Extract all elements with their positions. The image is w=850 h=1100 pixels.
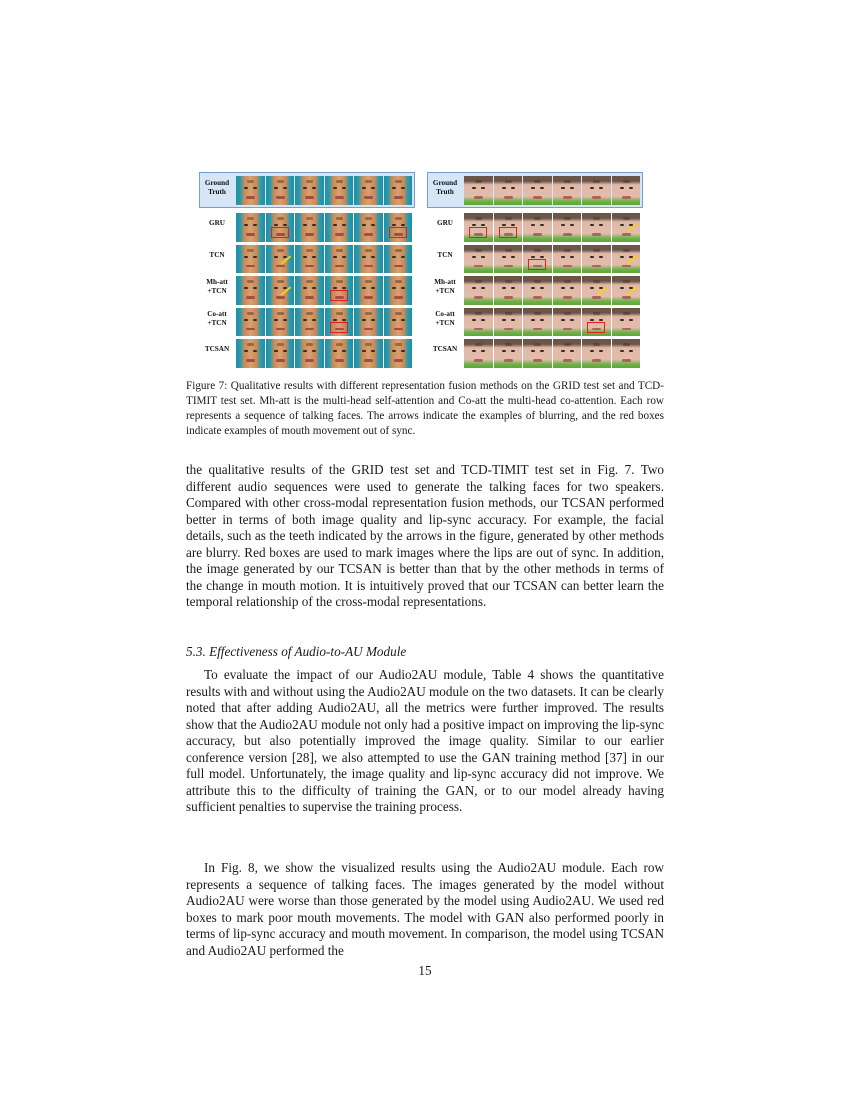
face-frame-image <box>553 213 582 242</box>
row-label: TCN <box>209 250 225 259</box>
face-frame-image <box>523 213 552 242</box>
face-frame-image <box>464 245 493 274</box>
face-frame-image <box>582 339 611 368</box>
grid-row-0 <box>199 172 415 208</box>
face-frame-image <box>582 213 611 242</box>
face-frame-image <box>325 245 354 274</box>
face-frame-image <box>236 276 265 305</box>
face-frame-image <box>236 308 265 337</box>
timit-row-3 <box>427 271 643 303</box>
face-frame-image <box>523 276 552 305</box>
face-frame-image <box>494 339 523 368</box>
face-frame-image <box>582 308 611 337</box>
face-frame-image <box>325 308 354 337</box>
face-frame-image <box>295 276 324 305</box>
face-frame-image <box>464 308 493 337</box>
face-frame-image <box>236 176 265 205</box>
face-frame-image <box>523 245 552 274</box>
face-frame-image <box>553 245 582 274</box>
out-of-sync-red-box <box>587 322 605 333</box>
face-frame-image <box>295 308 324 337</box>
row-label: Co-att +TCN <box>435 309 455 327</box>
face-frame-image <box>494 213 523 242</box>
out-of-sync-red-box <box>330 322 348 333</box>
face-frame-image <box>523 339 552 368</box>
face-frame-image <box>494 276 523 305</box>
grid-row-4 <box>199 303 415 335</box>
face-frame-image <box>236 245 265 274</box>
face-frame-image <box>354 176 383 205</box>
face-frame-image <box>582 245 611 274</box>
row-label: Mh-att +TCN <box>206 278 228 295</box>
face-frame-image <box>553 308 582 337</box>
face-frame-image <box>553 176 582 205</box>
row-label: Co-att +TCN <box>207 309 227 327</box>
face-frame-image <box>612 213 641 242</box>
figure-caption: Figure 7: Qualitative results with different representation fusion methods on the GRID test set and TCD-TIMIT test set. Mh-att is the multi-head self-attention and Co-att the multi-head co-attention. Each row represents a sequence of talking faces. The arrows indicate the examples of blurring, and the red boxes indicate examples of mouth movement out of sync. <box>186 380 664 437</box>
row-label: Ground Truth <box>204 179 230 196</box>
paragraph-results: the qualitative results of the GRID test set and TCD-TIMIT test set in Fig. 7. Two different audio sequences were used to generate the talking faces for two speakers. Compared with other cross-modal representation fusion methods, our TCSAN performed better in terms of both image quality and lip-sync accuracy. For example, the facial details, such as the teeth indicated by the arrows in the figure, generated by other methods are blurry. Red boxes are used to mark images where the lips are out of sync. In addition, the image generated by our TCSAN is better than that by the other methods in terms of the change in mouth motion. It is intuitively proved that our TCSAN can better learn the temporal relationship of the cross-modal representations. <box>186 462 664 609</box>
paragraph-audio2au-quantitative: To evaluate the impact of our Audio2AU module, Table 4 shows the quantitative results with and without using the Audio2AU module on the two datasets. It can be clearly noted that after adding Audio2AU, all the metrics were further improved. The results show that the Audio2AU module not only had a positive impact on improving the lip-sync accuracy, but also potentially improved the image quality. Similar to our earlier conference version [28], we also attempted to use the GAN training method [37] in our full model. Unfortunately, the image quality and lip-sync accuracy did not improve. We attribute this to the difficulty of training the GAN, or to our model already having sufficient penalties to supervise the training process. <box>186 667 664 814</box>
face-frame-image <box>295 339 324 368</box>
out-of-sync-red-box <box>389 227 407 238</box>
figure-panel-grid <box>199 172 415 366</box>
face-frame-image <box>236 339 265 368</box>
timit-row-1 <box>427 208 643 240</box>
timit-row-4 <box>427 303 643 335</box>
face-frame-image <box>553 339 582 368</box>
face-frame-image <box>553 276 582 305</box>
out-of-sync-red-box <box>469 227 487 238</box>
row-label: GRU <box>437 219 453 227</box>
face-frame-image <box>354 308 383 337</box>
row-label: Ground Truth <box>432 179 458 196</box>
face-frame-image <box>266 339 295 368</box>
out-of-sync-red-box <box>528 259 546 270</box>
row-label: TCSAN <box>204 345 230 353</box>
face-frame-image <box>325 339 354 368</box>
face-frame-image <box>384 339 413 368</box>
face-frame-image <box>295 213 324 242</box>
timit-row-5 <box>427 334 643 366</box>
face-frame-image <box>582 176 611 205</box>
face-frame-image <box>384 213 413 242</box>
face-frame-image <box>325 276 354 305</box>
face-frame-image <box>523 308 552 337</box>
page-number: 15 <box>418 963 432 978</box>
face-frame-image <box>494 245 523 274</box>
face-frame-image <box>266 176 295 205</box>
face-frame-image <box>325 176 354 205</box>
face-frame-image <box>295 245 324 274</box>
face-frame-image <box>612 308 641 337</box>
row-label: Mh-att +TCN <box>434 278 456 295</box>
face-frame-image <box>494 176 523 205</box>
paragraph-audio2au-visual: In Fig. 8, we show the visualized results using the Audio2AU module. Each row represents a sequence of talking faces. The images generated by the model without Audio2AU were worse than those generated by the model using Audio2AU. We used red boxes to mark poor mouth movements. The model with GAN also performed poorly in terms of lip-sync accuracy and mouth movement. In comparison, the model using TCSAN and Audio2AU performed the <box>186 860 664 958</box>
out-of-sync-red-box <box>271 227 289 238</box>
face-frame-image <box>464 276 493 305</box>
face-frame-image <box>464 213 493 242</box>
section-heading: 5.3. Effectiveness of Audio-to-AU Module <box>186 644 407 659</box>
grid-row-2 <box>199 240 415 272</box>
face-frame-image <box>494 308 523 337</box>
face-frame-image <box>464 176 493 205</box>
face-frame-image <box>464 339 493 368</box>
face-frame-image <box>354 245 383 274</box>
row-label: TCSAN <box>432 345 458 353</box>
face-frame-image <box>384 276 413 305</box>
grid-row-5 <box>199 334 415 366</box>
face-frame-image <box>266 276 295 305</box>
grid-row-3 <box>199 271 415 303</box>
face-frame-image <box>582 276 611 305</box>
face-frame-image <box>384 176 413 205</box>
timit-row-2 <box>427 240 643 272</box>
row-label: GRU <box>209 219 225 227</box>
face-frame-image <box>325 213 354 242</box>
figure-panel-timit <box>427 172 643 366</box>
grid-row-1 <box>199 208 415 240</box>
out-of-sync-red-box <box>499 227 517 238</box>
face-frame-image <box>612 176 641 205</box>
face-frame-image <box>266 213 295 242</box>
face-frame-image <box>384 308 413 337</box>
row-label: TCN <box>437 250 453 259</box>
timit-row-0 <box>427 172 643 208</box>
face-frame-image <box>612 339 641 368</box>
face-frame-image <box>384 245 413 274</box>
face-frame-image <box>266 308 295 337</box>
face-frame-image <box>266 245 295 274</box>
face-frame-image <box>354 339 383 368</box>
face-frame-image <box>236 213 265 242</box>
face-frame-image <box>295 176 324 205</box>
out-of-sync-red-box <box>330 290 348 301</box>
face-frame-image <box>612 276 641 305</box>
face-frame-image <box>523 176 552 205</box>
face-frame-image <box>354 213 383 242</box>
face-frame-image <box>354 276 383 305</box>
face-frame-image <box>612 245 641 274</box>
